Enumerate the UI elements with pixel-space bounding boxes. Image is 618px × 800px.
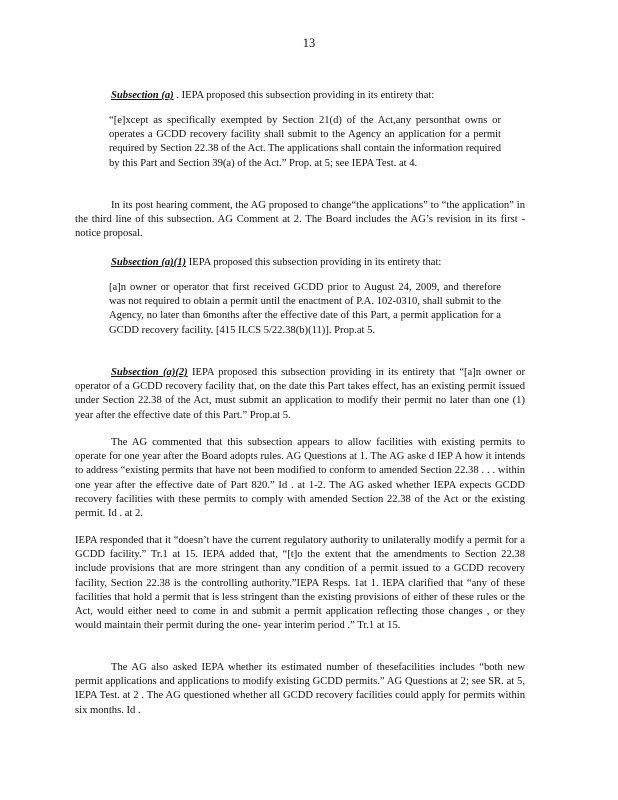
subsection-heading: Subsection (a)(1): [111, 257, 187, 268]
paragraph-text: IEPA proposed this subsection providing in its entirety that:: [188, 257, 442, 268]
paragraph-subsection-a2: [75, 366, 525, 423]
paragraph: In its post hearing comment, the AG proposed to change“the applications” to “the application” in the third line of this subsection. AG Comment at 2. The Board includes the AG’s revision in its first -notice proposal.: [75, 200, 525, 240]
paragraph: The AG also asked IEPA whether its estimated number of thesefacilities includes “both new permit applications and applications to modify existing GCDD permits.” AG Questions at 2; see SR. at 5, IEPA Test. at 2 . The AG questioned whether all GCDD recovery facilities could apply for permits within six months. Id .: [75, 662, 525, 716]
paragraph: IEPA responded that it “doesn’t have the current regulatory authority to unilaterally modify a permit for a GCDD facility.” Tr.1 at 15. IEPA added that, “[t]o the extent that the amendments to Section 22.38 include provisions that are more stringent than any condition of a permit issued to a GCDD recovery facility, Section 22.38 is the controlling authority.”IEPA Resps. 1at 1. IEPA clarified that “any of these facilities that hold a permit that is less stringent than the existing provisions of either of these rules or the Act, would either need to come in and submit a permit application reflecting those changes , or they would maintain their permit during the one- year interim period .” Tr.1 at 15.: [75, 535, 525, 632]
paragraph-subsection-a: [75, 89, 525, 103]
subsection-heading: Subsection (a)(2): [111, 367, 188, 378]
paragraph-text: . IEPA proposed this subsection providing in its entirety that:: [176, 90, 435, 101]
block-quote: “[e]xcept as specifically exempted by Section 21(d) of the Act,any personthat owns or operates a GCDD recovery facility shall submit to the Agency an application for a permit required by Section 22.38 of the Act. The applications shall contain the information required by this Part and Section 39(a) of the Act.” Prop. at 5; see IEPA Test. at 4.: [109, 115, 501, 169]
paragraph: The AG commented that this subsection appears to allow facilities with existing permits to operate for one year after the Board adopts rules. AG Questions at 1. The AG aske d IEP A how it intends to address “existing permits that have not been modified to conform to amended Section 22.38 . . . within one year after the effective date of Part 820.” Id . at 1-2. The AG asked whether IEPA expects GCDD recovery facilities with these permits to comply with amended Section 22.38 of the Act or the existing permit. Id . at 2.: [75, 437, 525, 520]
block-quote: [a]n owner or operator that first received GCDD prior to August 24, 2009, and therefore was not required to obtain a permit until the enactment of P.A. 102-0310, shall submit to the Agency, no later than 6months after the effective date of this Part, a permit application for a GCDD recovery facility. [415 ILCS 5/22.38(b)(11)]. Prop.at 5.: [109, 282, 501, 336]
page-number: 13: [302, 36, 316, 50]
paragraph-subsection-a1: [75, 256, 525, 270]
paragraph-text: IEPA proposed this subsection providing in its entirety that “[a]n owner or operator of a GCDD recovery facility that, on the date this Part takes effect, has an existing permit issued under Section 22.38 of the Act, must submit an application to modify their permit no later than one (1) year after the effective date of this Part.” Prop.at 5.: [75, 367, 525, 421]
subsection-heading: Subsection (a): [111, 90, 174, 101]
